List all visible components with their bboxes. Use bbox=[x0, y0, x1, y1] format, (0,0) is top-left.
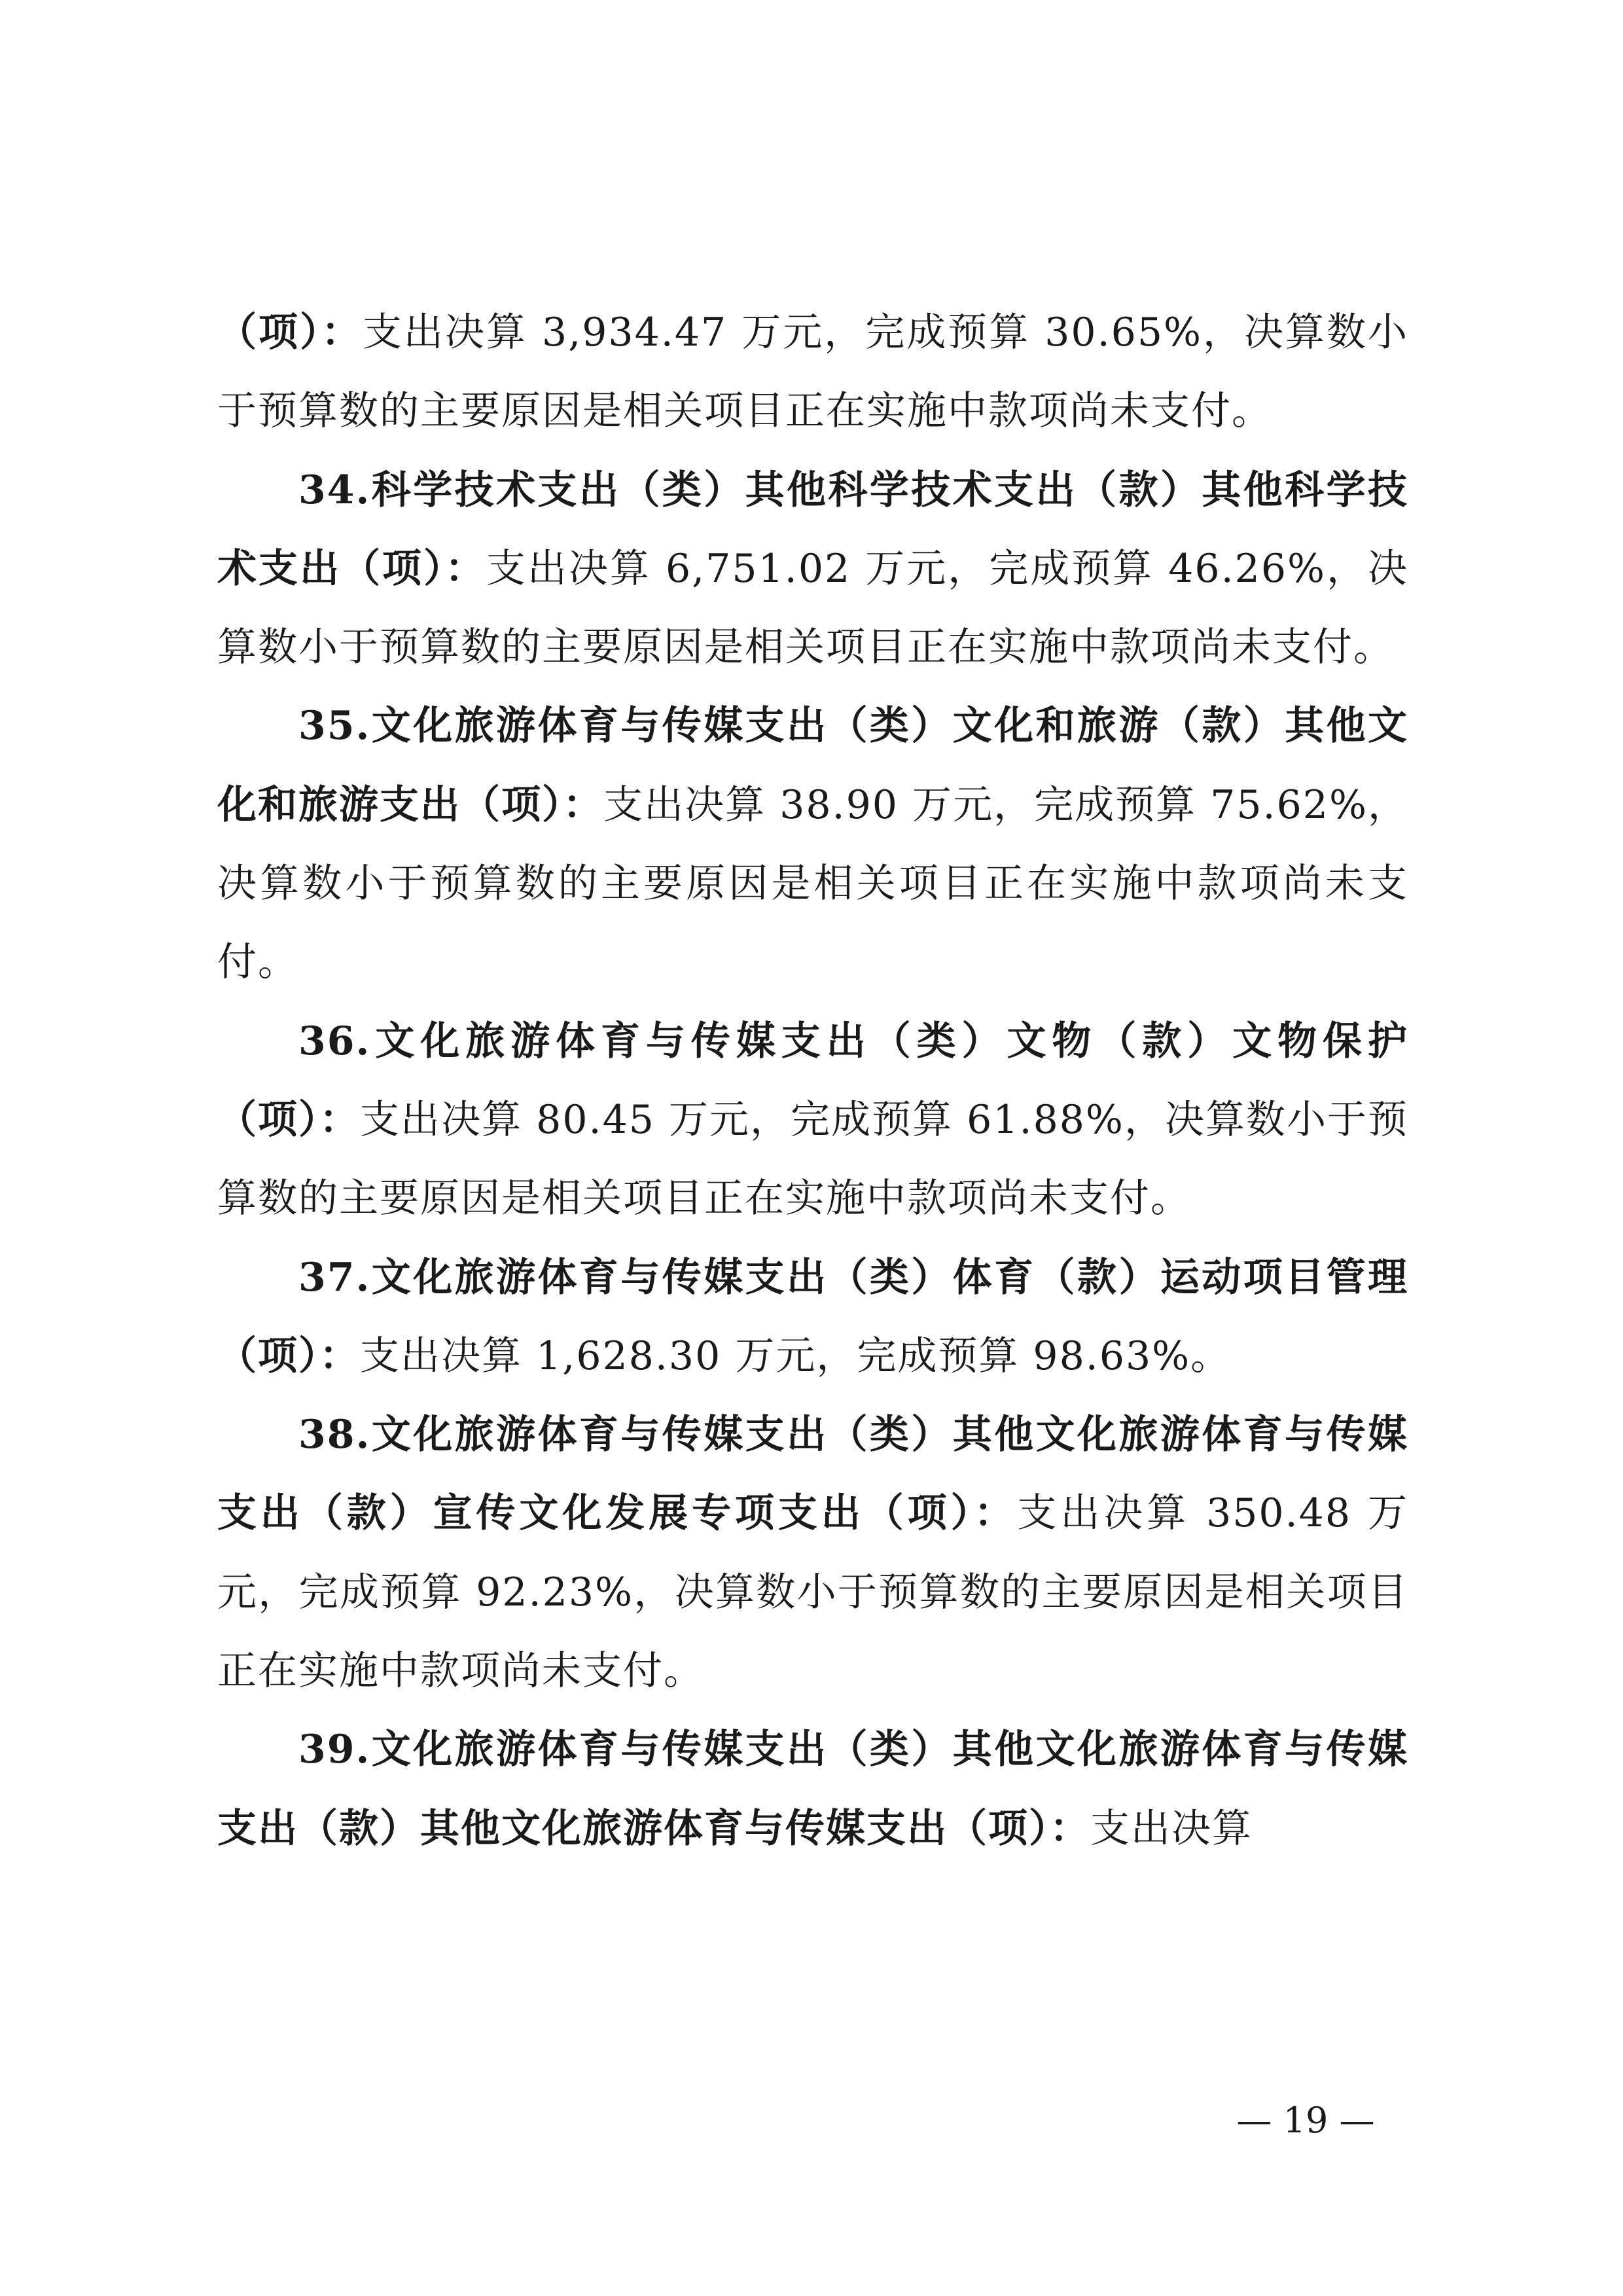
item-heading: 38.文化旅游体育与传媒支出（类）其他文化旅游体育与传媒支出（款）宣传文化发展专项支出（项）： bbox=[217, 1412, 1408, 1537]
item-text: 支出决算 6,751.02 万元，完成预算 46.26%，决算数小于预算数的主要原因是相关项目正在实施中款项尚未支付。 bbox=[217, 545, 1409, 671]
item-text: 支出决算 350.48 万元，完成预算 92.23%，决算数小于预算数的主要原因是相关项目正在实施中款项尚未支付。 bbox=[217, 1490, 1409, 1695]
paragraph-36 bbox=[217, 1002, 1408, 1238]
item-text: 支出决算 1,628.30 万元，完成预算 98.63%。 bbox=[360, 1333, 1232, 1379]
paragraph-39 bbox=[217, 1710, 1408, 1868]
paragraph-37 bbox=[217, 1238, 1408, 1396]
paragraph-33-continuation bbox=[217, 293, 1408, 451]
item-heading: 34.科学技术支出（类）其他科学技术支出（款）其他科学技术支出（项）： bbox=[217, 467, 1408, 592]
paragraph-38 bbox=[217, 1395, 1408, 1710]
item-heading: 37.文化旅游体育与传媒支出（类）体育（款）运动项目管理（项）： bbox=[217, 1254, 1408, 1379]
body-text bbox=[217, 293, 1408, 1868]
item-heading: （项）： bbox=[217, 310, 363, 355]
paragraph-35 bbox=[217, 687, 1408, 1001]
item-text: 支出决算 3,934.47 万元，完成预算 30.65%，决算数小于预算数的主要原因是相关项目正在实施中款项尚未支付。 bbox=[217, 310, 1408, 435]
item-text: 支出决算 38.90 万元，完成预算 75.62%，决算数小于预算数的主要原因是相关项目正在实施中款项尚未支付。 bbox=[217, 781, 1408, 986]
page-number: — 19 — bbox=[1236, 2100, 1375, 2141]
item-text: 支出决算 bbox=[1090, 1805, 1253, 1852]
item-text: 支出决算 80.45 万元，完成预算 61.88%，决算数小于预算数的主要原因是相关项目正在实施中款项尚未支付。 bbox=[217, 1096, 1409, 1222]
item-heading: 36.文化旅游体育与传媒支出（类）文物（款）文物保护（项）： bbox=[217, 1018, 1408, 1143]
item-heading: 39.文化旅游体育与传媒支出（类）其他文化旅游体育与传媒支出（款）其他文化旅游体育与传媒支出（项）： bbox=[217, 1727, 1408, 1852]
item-heading: 35.文化旅游体育与传媒支出（类）文化和旅游（款）其他文化和旅游支出（项）： bbox=[217, 703, 1408, 828]
paragraph-34 bbox=[217, 451, 1408, 687]
